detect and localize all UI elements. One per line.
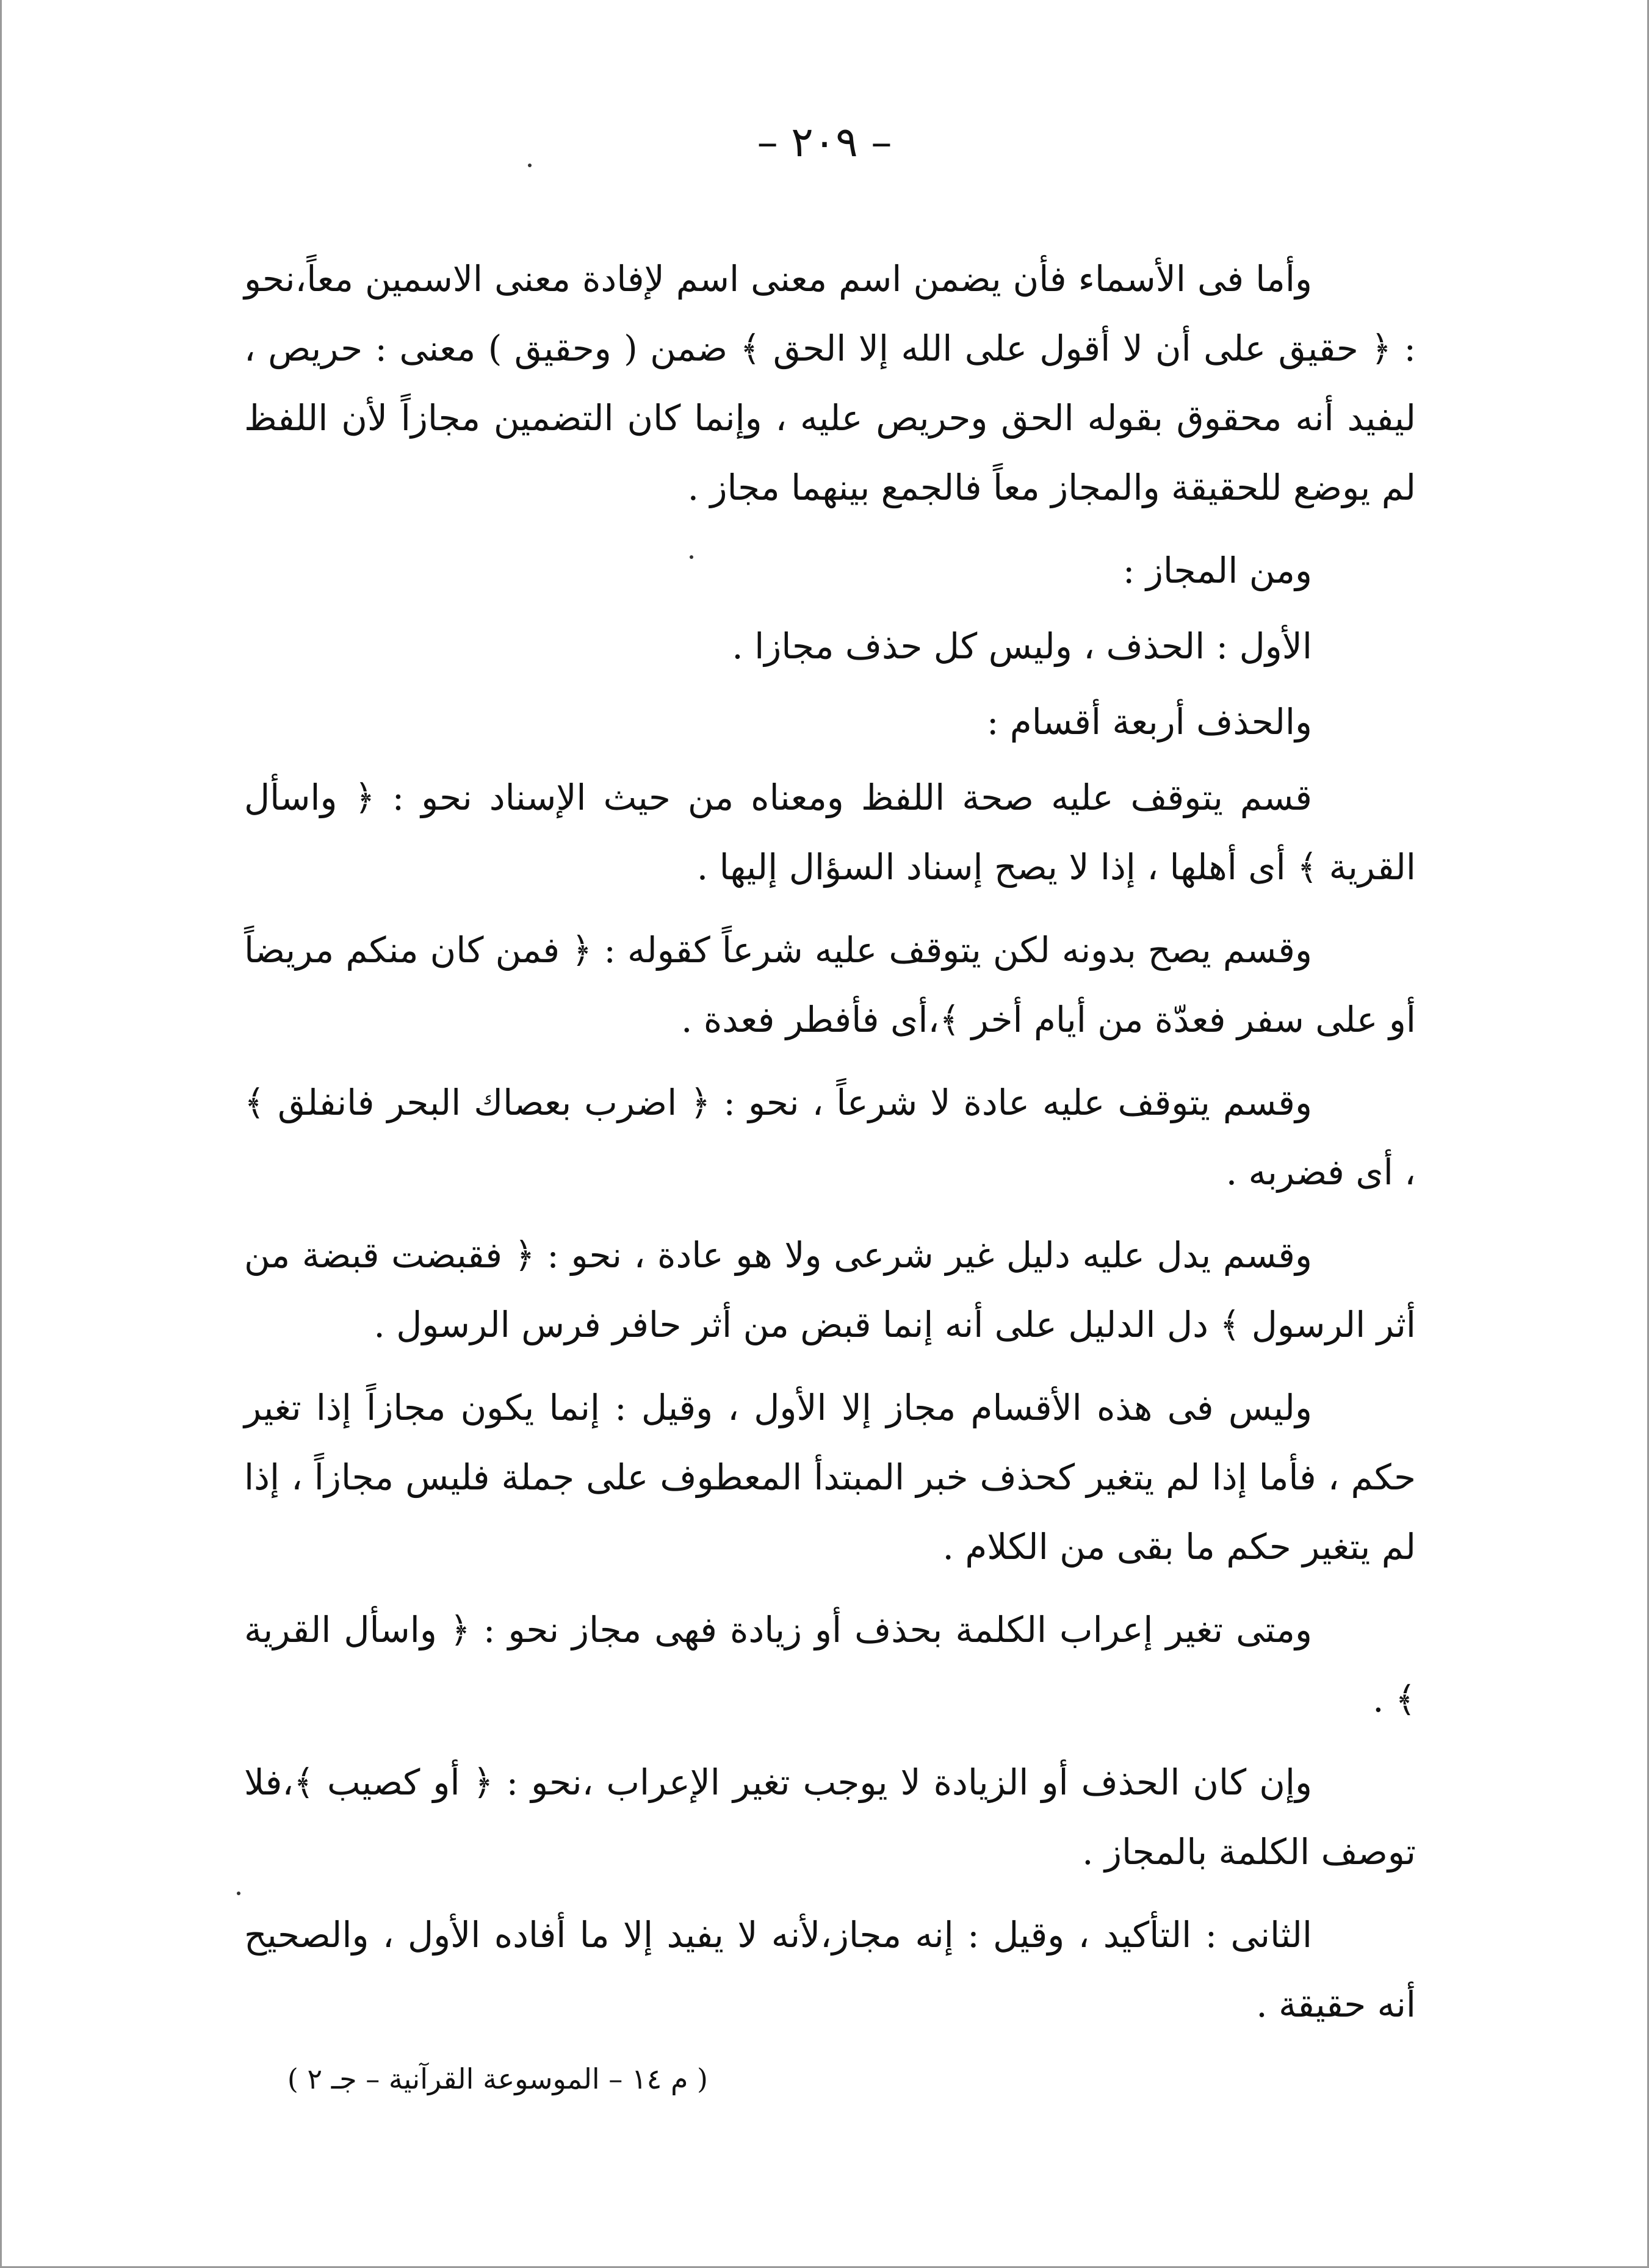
paragraph-aqsam-al-hadhf: والحذف أربعة أقسام : — [986, 701, 1312, 743]
scan-speck — [690, 555, 693, 559]
paragraph-taghayyur-al-irab: ومتى تغير إعراب الكلمة بحذف أو زيادة فهى مجاز نحو : ﴿ واسأل القرية ﴾ . — [244, 1609, 1416, 1720]
scan-speck — [237, 1892, 240, 1895]
paragraph-al-awwal-al-hadhf: الأول : الحذف ، وليس كل حذف مجازا . — [732, 625, 1312, 667]
paragraph-qism-2: وقسم يصح بدونه لكن يتوقف عليه شرعاً كقوله : ﴿ فمن كان منكم مريضاً أو على سفر فعدّة من أيام أخر ﴾،أى فأفطر فعدة . — [244, 929, 1416, 1040]
paragraph-qism-3: وقسم يتوقف عليه عادة لا شرعاً ، نحو : ﴿ اضرب بعصاك البحر فانفلق ﴾ ، أى فضربه . — [244, 1082, 1416, 1193]
scan-speck — [528, 164, 532, 167]
body-text — [244, 244, 1416, 2053]
paragraph-al-thani-al-takid: الثانى : التأكيد ، وقيل : إنه مجاز،لأنه لا يفيد إلا ما أفاده الأول ، والصحيح أنه حقيقة . — [244, 1914, 1416, 2025]
paragraph-laysa-majaz: وليس فى هذه الأقسام مجاز إلا الأول ، وقيل : إنما يكون مجازاً إذا تغير حكم ، فأما إذا لم يتغير كحذف خبر المبتدأ المعطوف على جملة فليس مجازاً ، إذا لم يتغير حكم ما بقى من الكلام . — [244, 1387, 1416, 1568]
page-number: – ٢٠٩ – — [757, 118, 892, 167]
paragraph-qism-4: وقسم يدل عليه دليل غير شرعى ولا هو عادة ، نحو : ﴿ فقبضت قبضة من أثر الرسول ﴾ دل الدليل على أنه إنما قبض من أثر حافر فرس الرسول . — [244, 1234, 1416, 1345]
paragraph-qism-1: قسم يتوقف عليه صحة اللفظ ومعناه من حيث الإسناد نحو : ﴿ واسأل القرية ﴾ أى أهلها ، إذا لا يصح إسناد السؤال إليها . — [244, 777, 1416, 888]
footer-note: ( م ١٤ – الموسوعة القرآنية – جـ ٢ ) — [287, 2062, 708, 2095]
paragraph-la-yujib-taghayyur: وإن كان الحذف أو الزيادة لا يوجب تغير الإعراب ،نحو : ﴿ أو كصيب ﴾،فلا توصف الكلمة بالمجاز . — [244, 1762, 1416, 1873]
paragraph-min-al-majaz: ومن المجاز : — [1122, 550, 1312, 591]
paragraph-tadmin: وأما فى الأسماء فأن يضمن اسم معنى اسم لإفادة معنى الاسمين معاً،نحو : ﴿ حقيق على أن لا أقول على الله إلا الحق ﴾ ضمن ( وحقيق ) معنى : حريص ، ليفيد أنه محقوق بقوله الحق وحريص عليه ، وإنما كان التضمين مجازاً لأن اللفظ لم يوضع للحقيقة والمجاز معاً فالجمع بينهما مجاز . — [244, 258, 1416, 508]
